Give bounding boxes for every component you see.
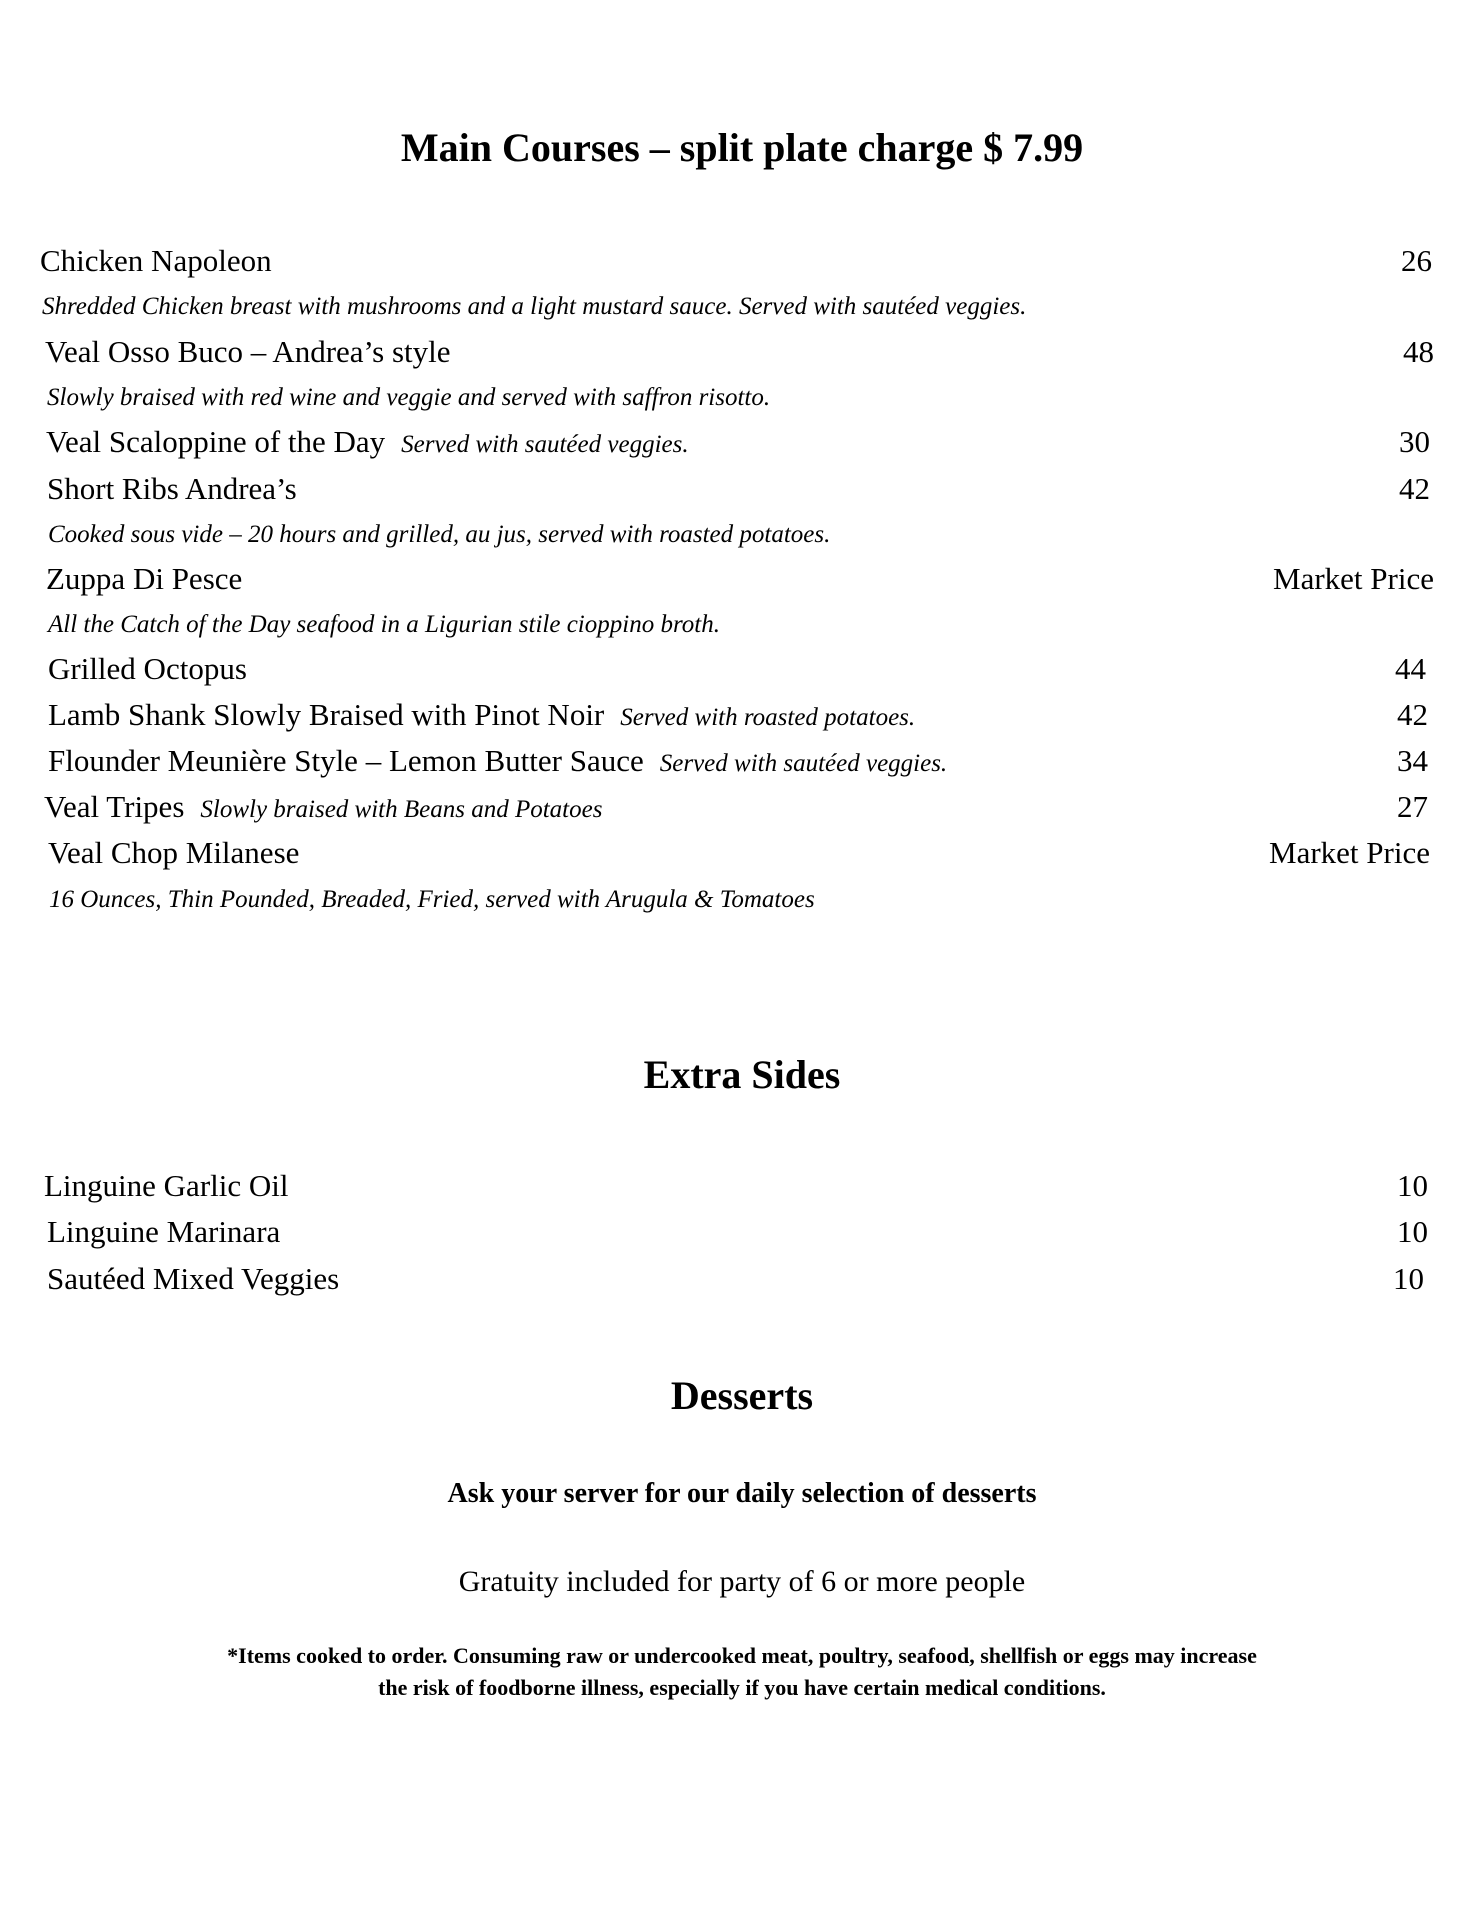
extra-sides-heading: Extra Sides [643, 1052, 841, 1097]
menu-item-veal-osso-buco [0, 332, 1484, 372]
item-price: Market Price [1273, 561, 1434, 596]
side-item-linguine-marinara [0, 1212, 1484, 1252]
menu-item-flounder [0, 741, 1484, 781]
disclaimer-line-2: the risk of foodborne illness, especially if you have certain medical conditions. [378, 1675, 1106, 1700]
item-name: Grilled Octopus [48, 651, 247, 686]
item-name: Flounder Meunière Style – Lemon Butter Sauce [48, 743, 644, 778]
disclaimer-line-1: *Items cooked to order. Consuming raw or undercooked meat, poultry, seafood, shellfish or eggs may increase [227, 1643, 1257, 1668]
desserts-heading: Desserts [670, 1373, 814, 1418]
menu-item-grilled-octopus [0, 649, 1484, 689]
item-name: Veal Chop Milanese [48, 835, 300, 870]
item-description: All the Catch of the Day seafood in a Ligurian stile cioppino broth. [48, 611, 720, 638]
item-name: Short Ribs Andrea’s [47, 471, 297, 506]
menu-item-veal-tripes [0, 787, 1484, 827]
main-courses-heading: Main Courses – split plate charge $ 7.99 [400, 125, 1084, 170]
item-description: 16 Ounces, Thin Pounded, Breaded, Fried, served with Arugula & Tomatoes [49, 886, 815, 913]
item-name: Linguine Garlic Oil [44, 1168, 289, 1203]
item-price: 27 [1397, 789, 1428, 824]
item-name: Linguine Marinara [47, 1214, 281, 1249]
item-price: Market Price [1269, 835, 1430, 870]
item-price: 48 [1403, 334, 1434, 369]
side-item-linguine-garlic-oil [0, 1166, 1484, 1206]
item-price: 34 [1397, 743, 1428, 778]
item-price: 42 [1399, 471, 1430, 506]
item-name: Lamb Shank Slowly Braised with Pinot Noir [48, 697, 605, 732]
menu-item-veal-scaloppine [0, 422, 1484, 462]
item-name: Veal Scaloppine of the Day [46, 424, 386, 459]
desserts-note: Ask your server for our daily selection of desserts [447, 1478, 1037, 1509]
item-price: 10 [1393, 1261, 1424, 1296]
item-inline-note: Served with sautéed veggies. [659, 750, 948, 777]
item-description: Cooked sous vide – 20 hours and grilled, au jus, served with roasted potatoes. [48, 521, 831, 548]
item-name: Veal Tripes [44, 789, 185, 824]
item-name: Zuppa Di Pesce [46, 561, 243, 596]
menu-item-lamb-shank [0, 695, 1484, 735]
item-name: Sautéed Mixed Veggies [47, 1261, 340, 1296]
side-item-sauteed-mixed-veggies [0, 1259, 1484, 1299]
gratuity-note: Gratuity included for party of 6 or more people [458, 1565, 1026, 1598]
item-name-group [44, 787, 602, 830]
item-price: 44 [1395, 651, 1426, 686]
item-name-group [48, 695, 915, 738]
item-inline-note: Served with roasted potatoes. [620, 704, 916, 731]
item-price: 42 [1397, 697, 1428, 732]
item-price: 30 [1399, 424, 1430, 459]
item-inline-note: Served with sautéed veggies. [401, 431, 689, 458]
menu-item-veal-chop-milanese [0, 833, 1484, 873]
item-description: Shredded Chicken breast with mushrooms and a light mustard sauce. Served with sautéed veggies. [42, 293, 1027, 320]
menu-item-chicken-napoleon [0, 241, 1484, 281]
menu-item-zuppa-di-pesce [0, 559, 1484, 599]
item-name-group [46, 422, 689, 465]
item-price: 10 [1397, 1214, 1428, 1249]
item-price: 26 [1401, 243, 1432, 278]
item-description: Slowly braised with red wine and veggie and served with saffron risotto. [47, 384, 771, 411]
menu-item-short-ribs [0, 469, 1484, 509]
item-price: 10 [1397, 1168, 1428, 1203]
item-name-group [48, 741, 947, 784]
food-safety-disclaimer [0, 1640, 1484, 1704]
item-inline-note: Slowly braised with Beans and Potatoes [200, 796, 603, 823]
item-name: Veal Osso Buco – Andrea’s style [45, 334, 451, 369]
item-name: Chicken Napoleon [40, 243, 272, 278]
